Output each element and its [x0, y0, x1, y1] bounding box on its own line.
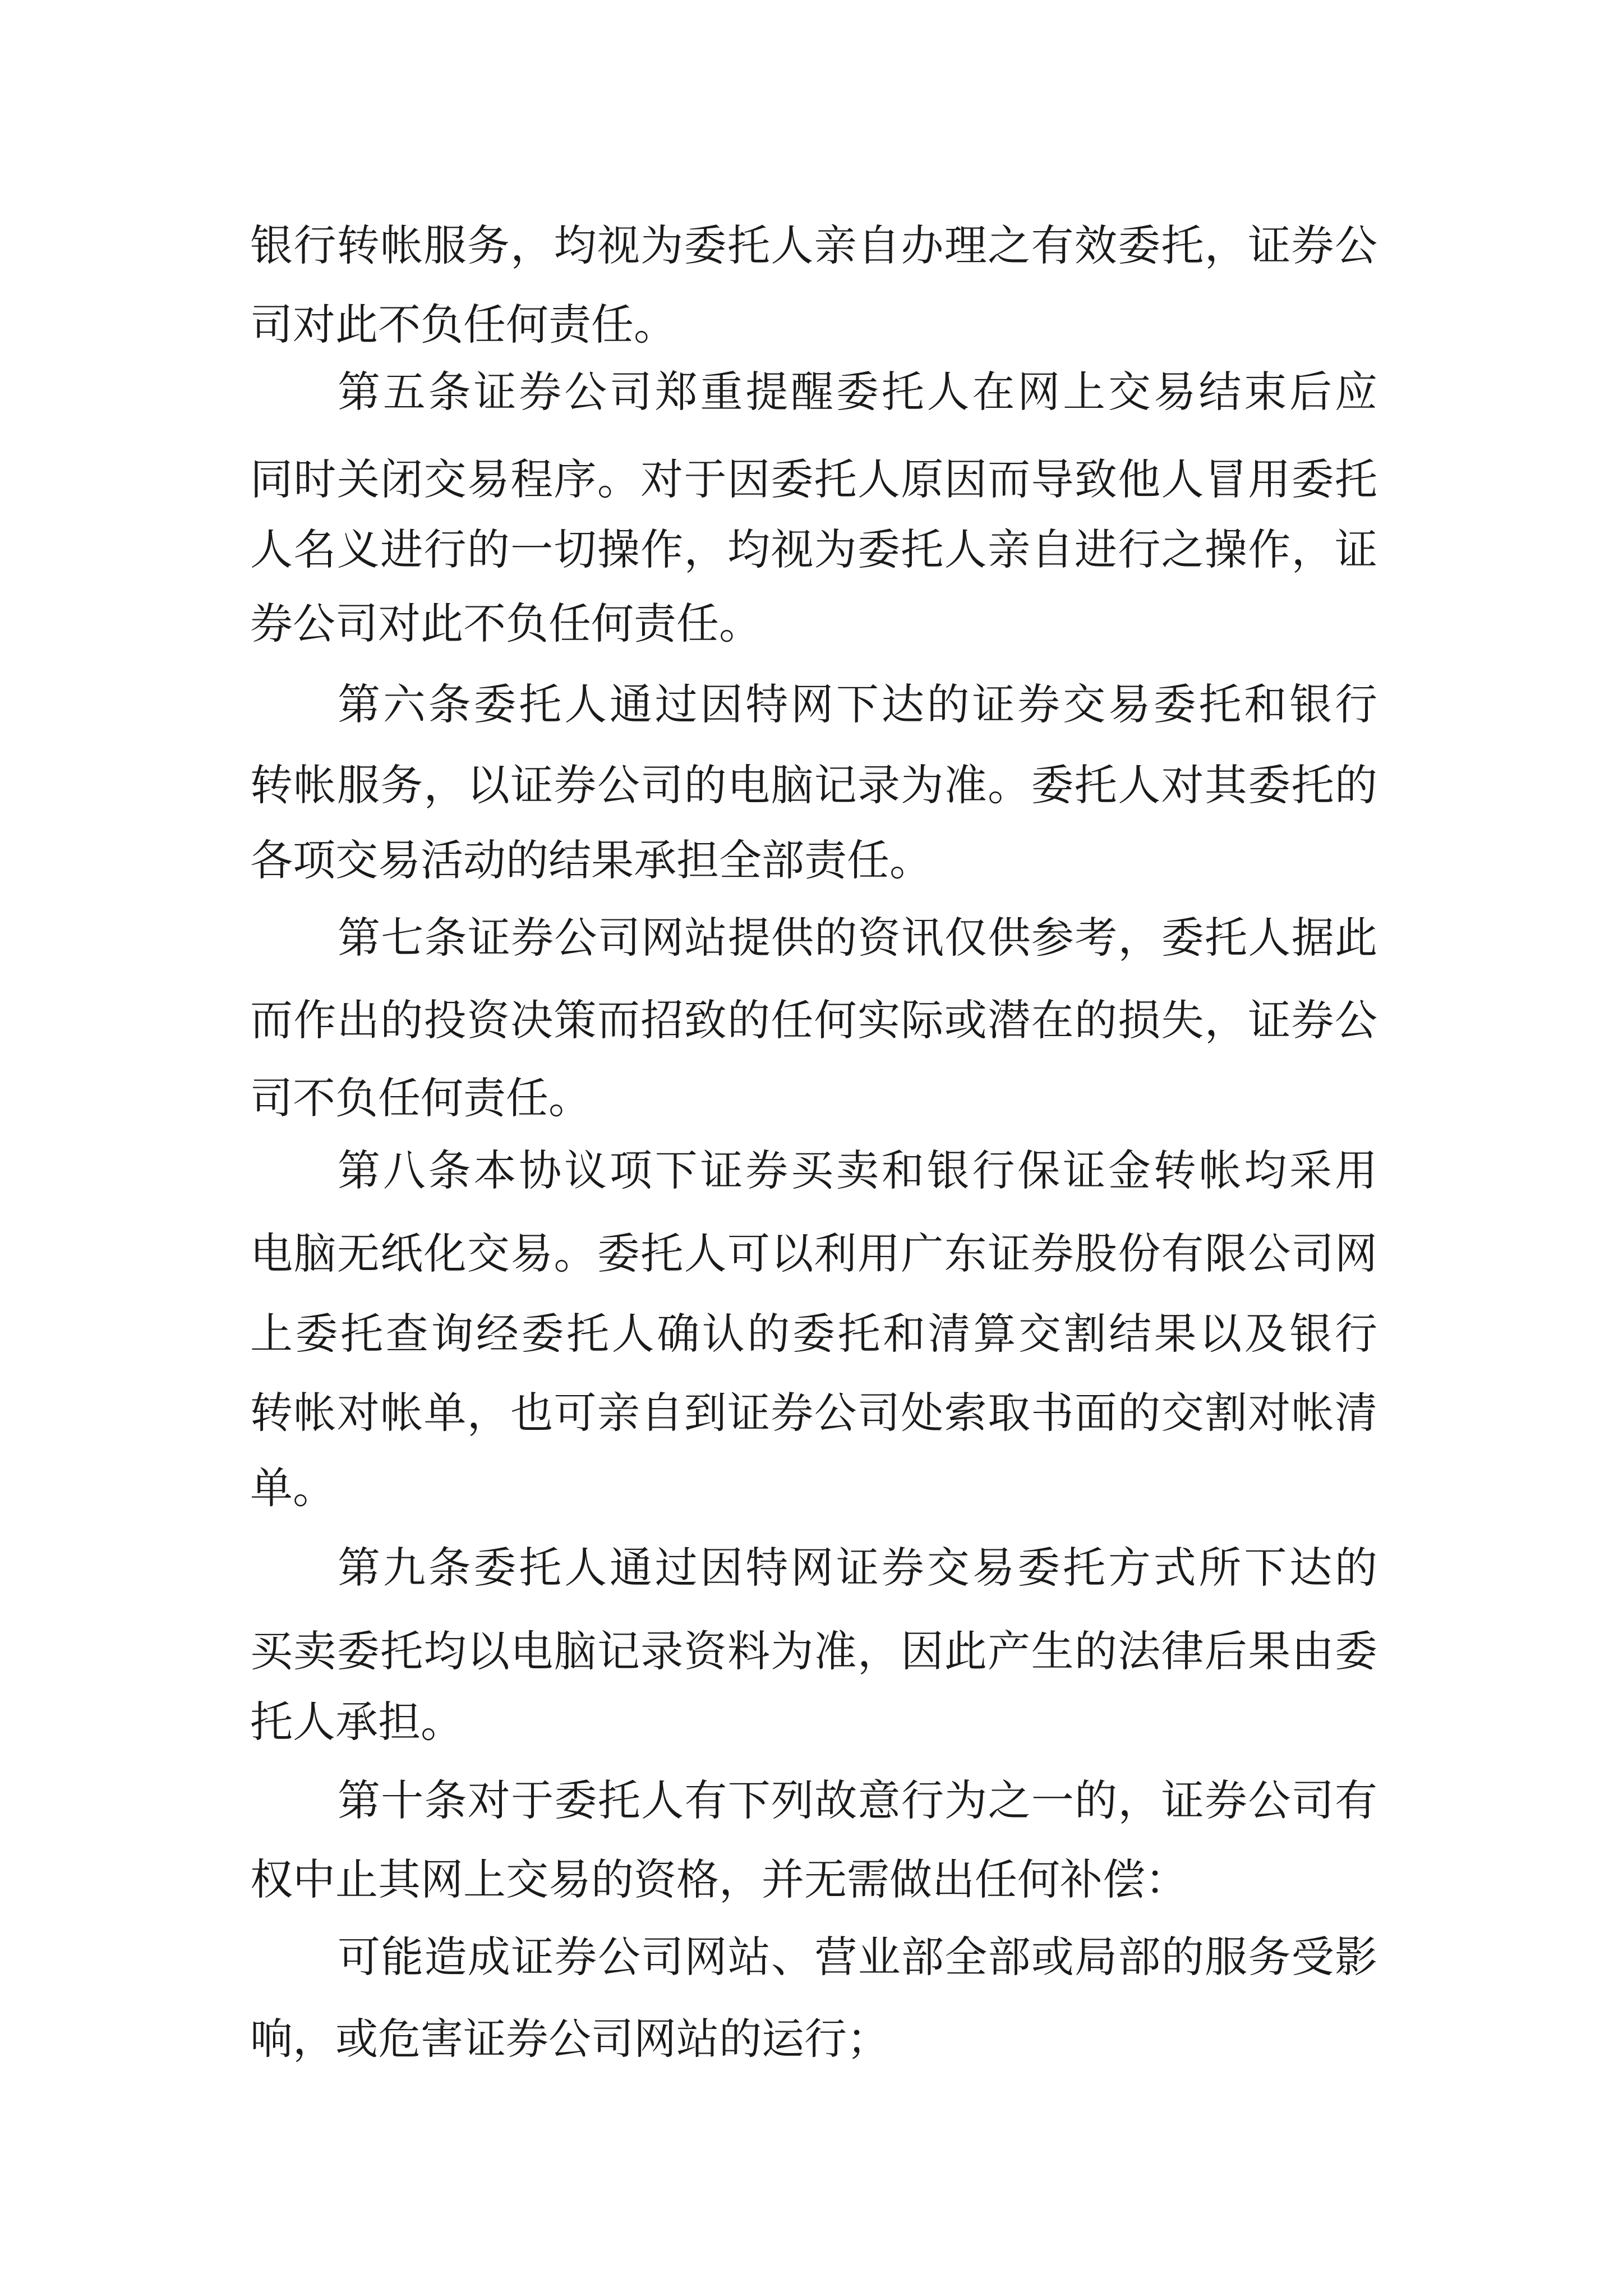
text-line: 同时关闭交易程序。对于因委托人原因而导致他人冒用委托	[250, 454, 1377, 504]
text-line: 单。	[250, 1463, 335, 1513]
text-line: 各项交易活动的结果承担全部责任。	[250, 835, 932, 885]
article-10-first-line: 第十条对于委托人有下列故意行为之一的，证券公司有	[338, 1775, 1377, 1825]
article-7-first-line: 第七条证券公司网站提供的资讯仅供参考，委托人据此	[338, 913, 1377, 963]
article-5-first-line: 第五条证券公司郑重提醒委托人在网上交易结束后应	[338, 367, 1377, 417]
text-line: 托人承担。	[250, 1697, 463, 1747]
text-line: 电脑无纸化交易。委托人可以利用广东证券股份有限公司网	[250, 1228, 1377, 1278]
text-line: 响，或危害证券公司网站的运行；	[250, 2014, 889, 2064]
text-line: 权中止其网上交易的资格，并无需做出任何补偿：	[250, 1855, 1188, 1904]
text-line: 券公司对此不负任何责任。	[250, 599, 762, 648]
text-line: 上委托查询经委托人确认的委托和清算交割结果以及银行	[250, 1309, 1377, 1359]
text-line: 买卖委托均以电脑记录资料为准，因此产生的法律后果由委	[250, 1626, 1377, 1676]
text-line: 司对此不负任何责任。	[250, 300, 676, 349]
article-8-first-line: 第八条本协议项下证券买卖和银行保证金转帐均采用	[338, 1145, 1377, 1195]
text-line: 而作出的投资决策而招致的任何实际或潜在的损失，证券公	[250, 995, 1377, 1045]
text-line: 司不负任何责任。	[250, 1073, 591, 1123]
article-6-first-line: 第六条委托人通过因特网下达的证券交易委托和银行	[338, 679, 1377, 729]
article-9-first-line: 第九条委托人通过因特网证券交易委托方式所下达的	[338, 1543, 1377, 1593]
text-line: 转帐对帐单，也可亲自到证券公司处索取书面的交割对帐清	[250, 1388, 1377, 1438]
text-line: 人名义进行的一切操作，均视为委托人亲自进行之操作，证	[250, 524, 1377, 574]
clause-item-first-line: 可能造成证券公司网站、营业部全部或局部的服务受影	[338, 1932, 1377, 1982]
text-line: 银行转帐服务，均视为委托人亲自办理之有效委托，证券公	[250, 220, 1377, 270]
text-line: 转帐服务，以证券公司的电脑记录为准。委托人对其委托的	[250, 760, 1377, 810]
